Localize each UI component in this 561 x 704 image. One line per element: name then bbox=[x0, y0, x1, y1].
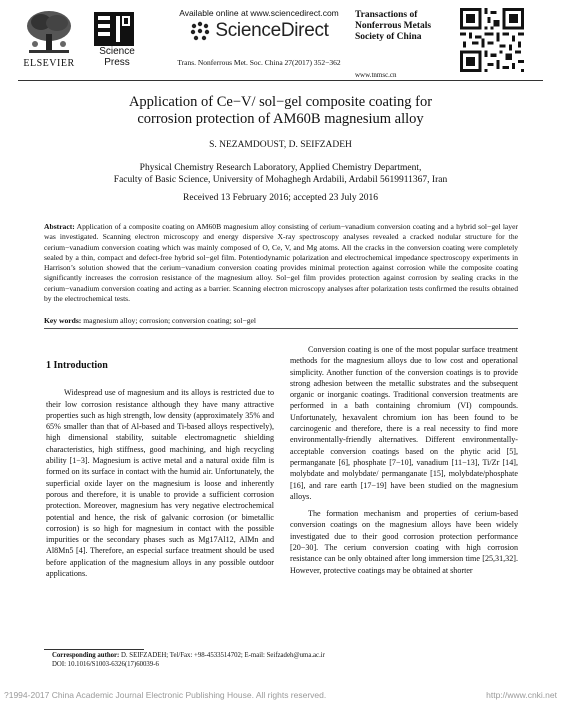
science-press-logo bbox=[94, 12, 140, 78]
abstract-divider bbox=[44, 328, 518, 329]
qr-code bbox=[460, 8, 524, 72]
received-dates: Received 13 February 2016; accepted 23 July 2016 bbox=[183, 193, 378, 203]
right-column bbox=[290, 344, 518, 576]
available-online: Available online at www.sciencedirect.com bbox=[179, 8, 339, 18]
left-column bbox=[46, 344, 274, 579]
affiliation-line-1: Physical Chemistry Research Laboratory, Applied Chemistry Department, bbox=[139, 163, 422, 173]
keywords-label: Key words: bbox=[44, 316, 82, 325]
affiliation-line-2: Faculty of Basic Science, University of Mohaghegh Ardabili, Ardabil 5619911367, Iran bbox=[113, 175, 448, 185]
society-line-1: Transactions of bbox=[355, 10, 418, 20]
article-title bbox=[40, 94, 521, 128]
society-line-2: Nonferrous Metals bbox=[355, 21, 432, 31]
header-divider bbox=[18, 80, 543, 81]
abstract bbox=[44, 222, 518, 304]
left-paragraph-1: Widespread use of magnesium and its alloys is restricted due to their low corrosion resistance although they have many attractive properties such as high strength, low density (approximately 35% and 65% smaller than that of Al-based and Ti-based alloys respectively), high dimensional stability, suitable electromagnetic shielding characteristics, high stiffness, good machining, and high recycling ability [1−3]. Magnesium is active metal and a natural oxide film is formed on its surface in contact with the humid air. Unfortunately, the superficial oxide layer on the magnesium is loose and inherently porous and therefore, it is unable to provide a sufficient corrosion protection. Moreover, magnesium has very negative electrochemical potential and hence, the risk of galvanic corrosion (or bimetallic corrosion) is so high for magnesium in contact with the possible impurities or the secondary phases such as Mg17Al12, AlMn and Al8Mn5 [4]. Therefore, an especial surface treatment should be used before application of the magnesium alloys in any possible outdoor applications. bbox=[46, 388, 274, 579]
sciencedirect-brand bbox=[174, 20, 344, 42]
corresponding-author bbox=[52, 652, 325, 661]
abstract-text: Application of a composite coating on AM60B magnesium alloy consisting of cerium−vanadium conversion coating and a hybrid sol−gel layer was investigated. Scanning electron microscopy and energy dispersive X-ray spectroscopy analyses revealed a cracked nodular structure for the cerium−vanadium conversion coating which was mainly composed of O, Ce, V, and Mg atoms. All the cracks in the conversion coating were completely sealed by a thin, compact and defect-free hybrid sol−gel film. Potentiodynamic polarization and electrochemical impedance spectroscopy experiments in Harrison’s solution showed that the cerium−vanadium conversion coating provides minimal protection against corrosion while the composite coating significantly increases the corrosion resistance of the magnesium alloy. Sol−gel film provides protection against corrosion by sealing cracks in the cerium−vanadium conversion coating and acting as a barrier. Scanning electron microscopy analyses after polarization tests confirmed the results obtained by the electrochemical tests. bbox=[44, 222, 518, 304]
sciencedirect-block bbox=[174, 8, 344, 67]
imprint-line-1: Science bbox=[99, 46, 135, 57]
cnki-watermark bbox=[4, 690, 557, 700]
science-press-mark-icon bbox=[94, 12, 134, 46]
society-block bbox=[355, 10, 451, 79]
authors: S. NEZAMDOUST, D. SEIFZADEH bbox=[209, 140, 352, 150]
section-heading: 1 Introduction bbox=[46, 360, 108, 371]
journal-url[interactable]: www.tnmsc.cn bbox=[355, 71, 397, 79]
right-paragraph-1: Conversion coating is one of the most popular surface treatment methods for the magnesium alloys due to low cost and operational simplicity. Another function of the conversion coatings is to provide strong adhesion between the metallic substrates and the subsequent organic or inorganic coatings. Traditional conversion treatments are performed in a bath containing chromium (VI) compounds. Unfortunately, hexavalent chromium ion has been found to be carcinogenic and therefore, there is a real necessity to find more environmentally-friendly alternatives. Different environmentally-acceptable conversion coatings based on the phytic acid [5], permanganate [6], phosphate [7−10], vanadium [11−13], Ti/Zr [14], molybdate and molybdate/ permanganate [15], molybdate/phosphate [16], and rare earth [17−19] have been studied on the magnesium alloys. bbox=[290, 345, 518, 501]
watermark-left: ?1994-2017 China Academic Journal Electronic Publishing House. All rights reserved. bbox=[4, 690, 327, 700]
journal-header bbox=[18, 8, 543, 86]
publisher-name: ELSEVIER bbox=[23, 58, 75, 69]
footnote-divider bbox=[44, 649, 144, 650]
platform-name: ScienceDirect bbox=[215, 20, 329, 41]
footnote bbox=[52, 652, 325, 669]
sciencedirect-logo bbox=[189, 20, 211, 42]
keywords bbox=[44, 316, 518, 325]
imprint-line-2: Press bbox=[104, 57, 130, 68]
doi[interactable]: DOI: 10.1016/S1003-6326(17)60039-6 bbox=[52, 660, 159, 668]
corresponding-text: D. SEIFZADEH; Tel/Fax: +98-4533514702; E-mail: Seifzadeh@uma.ac.ir bbox=[119, 652, 325, 659]
title-line-1: Application of Ce−V/ sol−gel composite coating for bbox=[128, 94, 433, 110]
right-paragraph-2: The formation mechanism and properties of cerium-based conversion coatings on the magnesium alloys have been widely investigated due to their good corrosion protection performance [20−30]. The cerium conversion coating with high corrosion resistance can be only obtained after long immersion time [25,31,32]. However, protective coatings may be obtained at shorter bbox=[290, 509, 518, 575]
affiliation bbox=[40, 162, 521, 186]
elsevier-logo bbox=[18, 8, 80, 76]
society-line-3: Society of China bbox=[355, 32, 422, 42]
elsevier-tree-logo bbox=[23, 8, 75, 56]
corresponding-label: Corresponding author: bbox=[52, 652, 120, 659]
title-line-2: corrosion protection of AM60B magnesium alloy bbox=[137, 111, 424, 127]
watermark-right[interactable]: http://www.cnki.net bbox=[486, 690, 557, 700]
keywords-text: magnesium alloy; corrosion; conversion coating; sol−gel bbox=[81, 316, 257, 325]
journal-reference: Trans. Nonferrous Met. Soc. China 27(2017) 352−362 bbox=[177, 58, 341, 67]
abstract-label: Abstract: bbox=[44, 222, 75, 231]
